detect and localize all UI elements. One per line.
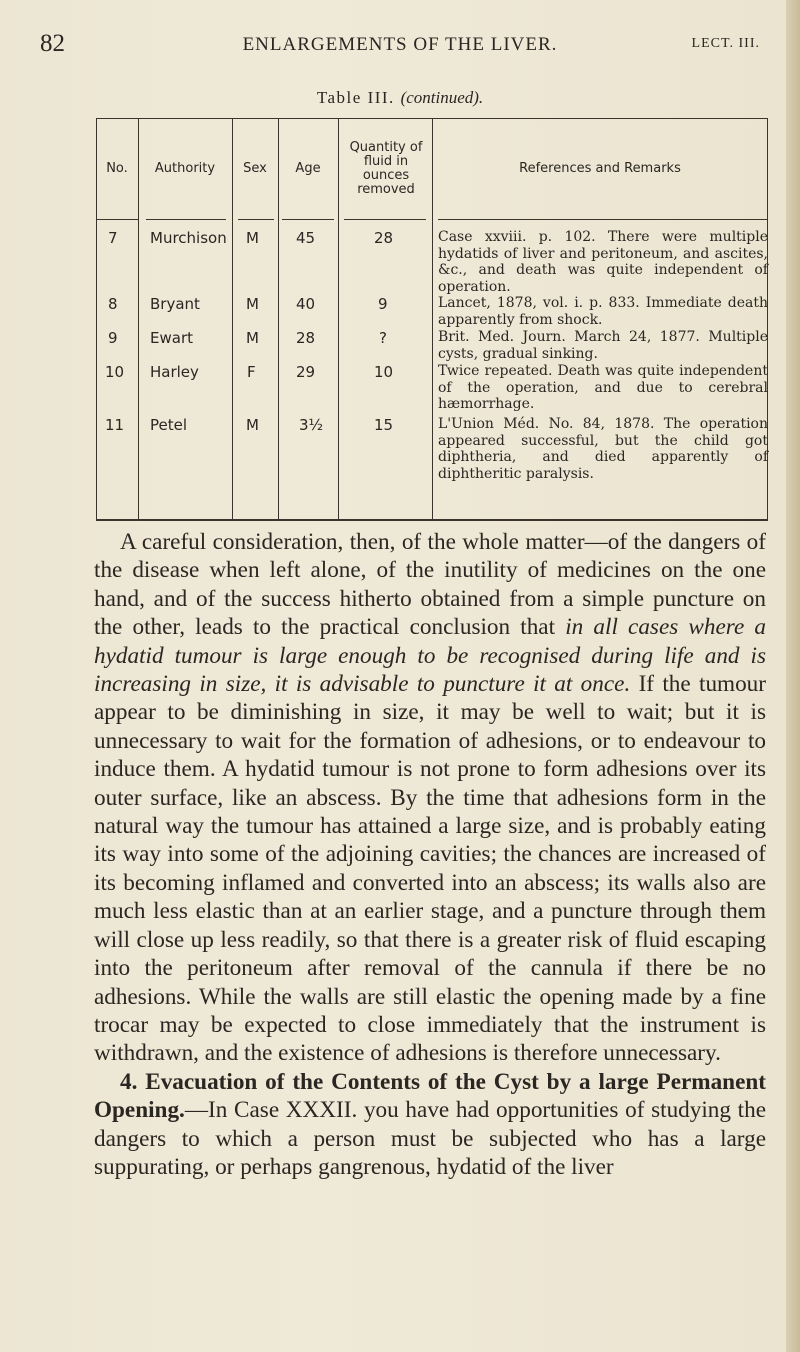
- cell-quantity: 10: [374, 363, 394, 381]
- cell-no: 11: [105, 416, 125, 434]
- cell-quantity: 9: [378, 295, 388, 313]
- cell-authority: Harley: [150, 363, 199, 381]
- running-header: [40, 30, 760, 60]
- cell-age: 28: [296, 329, 316, 347]
- header-rule: [146, 219, 226, 220]
- cell-age: 40: [296, 295, 316, 313]
- paragraph: [94, 528, 766, 1068]
- cell-remarks: Lancet, 1878, vol. i. p. 833. Immediate death apparently from shock.: [438, 295, 768, 328]
- col-header-no: No.: [106, 161, 128, 176]
- cell-age: 29: [296, 363, 316, 381]
- cell-sex: M: [246, 329, 259, 347]
- paragraph-text: If the tumour appear to be diminishing in size, it may be well to wait; but it is unnecessary to wait for the formation of adhesions, or to endeavour to induce them. A hydatid tumour is not prone to form adhesions over its outer surface, like an abscess. By the time that adhesions form in the natural way the tumour has attained a large size, and is probably eating its way into some of the adjoining cavities; the chances are increased of its becoming inflamed and converted into an abscess; its walls also are much less elastic than at an earlier stage, and a puncture through them will close up less readily, so that there is a greater risk of fluid escaping into the peritoneum after removal of the cannula if there be no adhesions. While the walls are still elastic the opening made by a fine trocar may be expected to close immediately that the instrument is withdrawn, and the existence of adhesions is therefore unnecessary.: [94, 671, 766, 1067]
- page-edge: [786, 0, 800, 1352]
- cell-authority: Petel: [150, 416, 188, 434]
- section-heading: 4. Evacuation of the Contents of the Cyst by a large Permanent Opening.: [94, 1068, 766, 1124]
- cell-quantity: 15: [374, 416, 394, 434]
- data-table: [96, 118, 768, 521]
- cell-authority: Murchison: [150, 229, 227, 247]
- header-rule: [282, 219, 334, 220]
- cell-remarks: Twice repeated. Death was quite independent of the operation, and due to cerebral hæmorrhage.: [438, 363, 768, 412]
- paragraph-text: —In Case XXXII. you have had opportunities of studying the dangers to which a person must be subjected who has a large suppurating, or perhaps gangrenous, hydatid of the liver: [94, 1097, 766, 1180]
- cell-age: 45: [296, 229, 316, 247]
- cell-no: 9: [108, 329, 118, 347]
- page-number: 82: [40, 30, 65, 57]
- cell-remarks: Brit. Med. Journ. March 24, 1877. Multiple cysts, gradual sinking.: [438, 329, 768, 362]
- col-header-references: References and Remarks: [519, 161, 681, 176]
- cell-quantity: 28: [374, 229, 394, 247]
- emphasis-text: in all cases where a hydatid tumour is large enough to be recognised during life and is increasing in size, it is advisable to puncture it at once.: [94, 614, 766, 698]
- cell-sex: M: [246, 416, 259, 434]
- header-rule: [438, 219, 768, 220]
- cell-sex: M: [246, 295, 259, 313]
- col-header-sex: Sex: [243, 161, 267, 176]
- paragraph-text: A careful consideration, then, of the whole matter—of the dangers of the disease when left alone, of the inutility of medicines on the one hand, and of the success hitherto obtained from a simple puncture on the other, leads to the practical conclusion that: [94, 529, 766, 641]
- cell-authority: Ewart: [150, 329, 193, 347]
- cell-sex: F: [247, 363, 256, 381]
- header-rule: [96, 219, 138, 220]
- body-text: [94, 528, 766, 1181]
- lecture-label: LECT. III.: [691, 36, 760, 51]
- cell-age: 3½: [299, 416, 324, 434]
- paragraph: [94, 1068, 766, 1182]
- cell-authority: Bryant: [150, 295, 200, 313]
- cell-remarks: Case xxviii. p. 102. There were multiple hydatids of liver and peritoneum, and ascites, &c., and death was quite independent of operation.: [438, 229, 768, 295]
- table-caption-main: Table III.: [316, 88, 395, 107]
- col-header-authority: Authority: [154, 161, 216, 176]
- cell-quantity: ?: [379, 329, 387, 347]
- table-caption: [0, 88, 800, 108]
- cell-sex: M: [246, 229, 259, 247]
- cell-remarks: L'Union Méd. No. 84, 1878. The operation appeared successful, but the child got diphtheria, and died apparently of diphtheritic paralysis.: [438, 416, 768, 482]
- cell-no: 10: [105, 363, 125, 381]
- col-header-age: Age: [295, 161, 321, 176]
- table-rule: [338, 119, 339, 519]
- cell-no: 7: [108, 229, 118, 247]
- header-rule: [238, 219, 274, 220]
- running-title: ENLARGEMENTS OF THE LIVER.: [242, 34, 558, 55]
- header-rule: [344, 219, 426, 220]
- table-caption-continued: (continued).: [400, 88, 484, 107]
- col-header-quantity: Quantity of fluid in ounces removed: [349, 140, 423, 197]
- cell-no: 8: [108, 295, 118, 313]
